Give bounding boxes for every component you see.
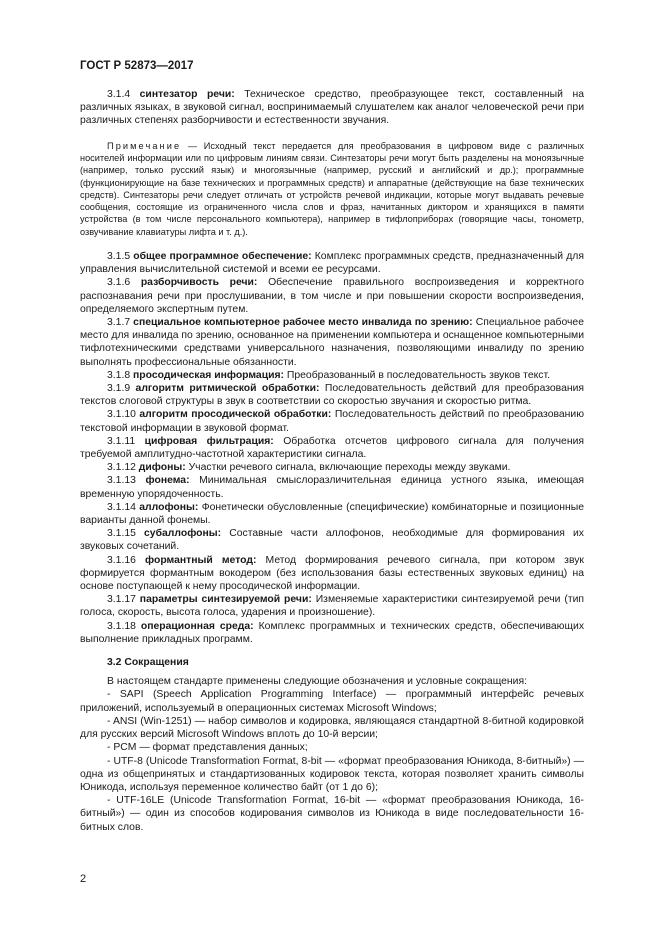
definition-text: Метод формирования речевого сигнала, при котором звук формируется формантным вокодером (без использования базы естественных звуковых единиц) на основе поступающей к нему просодической информации. xyxy=(80,554,584,593)
definition-3-1-13 xyxy=(80,474,584,500)
note-paragraph xyxy=(80,140,584,238)
page-number: 2 xyxy=(80,873,87,885)
definition-term: специальное компьютерное рабочее место инвалида по зрению: xyxy=(133,317,473,328)
definition-text: Фонетически обусловленные (специфические) комбинаторные и позиционные варианты данной фонемы. xyxy=(80,501,584,527)
definition-3-1-15 xyxy=(80,527,584,553)
definition-term: дифоны: xyxy=(138,462,186,474)
definition-text: Составные части аллофонов, необходимые для формирования их звуковых сочетаний. xyxy=(80,528,584,553)
definition-term: синтезатор речи: xyxy=(139,89,235,100)
document-header: ГОСТ Р 52873—2017 xyxy=(80,60,194,72)
definition-number: 3.1.18 xyxy=(107,620,136,632)
definition-number: 3.1.15 xyxy=(107,528,136,540)
definition-term: параметры синтезируемой речи: xyxy=(139,594,312,606)
definition-text: Последовательность действий по преобразованию текстовой информации в звуковой формат. xyxy=(80,409,584,434)
definition-3-1-8 xyxy=(80,369,584,382)
abbreviation-item: - SAPI (Speech Application Programming Interface) — программный интерфейс речевых приложений, используемый в операционных системах Microsoft Windows; xyxy=(80,689,584,714)
definition-text: Участки речевого сигнала, включающие переходы между звуками. xyxy=(188,462,511,474)
definition-term: операционная среда: xyxy=(140,620,254,632)
definition-number: 3.1.16 xyxy=(107,554,136,566)
definition-text: Техническое средство, преобразующее текст, составленный на различных языках, в звуковой сигнал, воспринимаемый слушателем как аналог человеческой речи при различных степенях разборчивости и естественности звучания. xyxy=(80,89,584,127)
definition-term: разборчивость речи: xyxy=(140,277,258,289)
definition-number: 3.1.10 xyxy=(107,409,136,421)
note-text: — Исходный текст передается для преобразования в цифровом виде с различных носителей информации или по цифровым линиям связи. Синтезаторы речи могут быть разделены на моноязычные (например, только русский язык) и многоязычные (например, русский и английский и др.); программные (функционирующие на базе технических и программных средств) и аппаратные (действующие на базе технических средств). Синтезаторы речи следует отличать от устройств речевой индикации, которые могут выдавать речевые сообщения, состоящие из ограниченного числа слов и фраз, начитанных диктором и хранящихся в памяти устройства (в том числе персонального компьютера), например в тифлоприборах (говорящие часы, тонометр, озвучивание клавиатуры лифта и т. д.). xyxy=(80,140,584,237)
definition-3-1-5 xyxy=(80,250,584,276)
definition-text: Обработка отсчетов цифрового сигнала для получения требуемой амплитудно-частотной характеристики сигнала. xyxy=(80,435,584,461)
definition-text: Минимальная смыслоразличительная единица устного языка, имеющая временную упорядоченность. xyxy=(80,475,584,500)
definition-term: аллофоны: xyxy=(139,501,199,513)
definition-number: 3.1.7 xyxy=(107,317,131,328)
definition-text: Последовательность действий для преобразования текстов слоговой структуры в звук в соответствии со скоростью звучания и скоростью ритма. xyxy=(80,383,585,408)
definition-text: Комплекс программных и технических средств, обеспечивающих выполнение прикладных программ. xyxy=(80,620,585,645)
document-body xyxy=(80,88,584,834)
definition-number: 3.1.6 xyxy=(107,277,131,289)
intro-paragraph: В настоящем стандарте применены следующие обозначения и условные сокращения: xyxy=(107,676,527,688)
definition-number: 3.1.9 xyxy=(107,383,131,395)
definition-number: 3.1.14 xyxy=(107,501,136,513)
definition-3-1-18 xyxy=(80,620,584,646)
definition-3-1-9 xyxy=(80,382,584,408)
definition-3-1-11 xyxy=(80,435,584,461)
definition-text: Преобразованный в последовательность звуков текст. xyxy=(286,369,550,381)
definition-3-1-7 xyxy=(80,316,584,369)
definition-3-1-12 xyxy=(80,461,584,474)
definition-number: 3.1.13 xyxy=(107,475,136,487)
definition-3-1-17 xyxy=(80,593,584,619)
definition-3-1-10 xyxy=(80,408,584,434)
definition-text: Комплекс программных средств, предназначенный для управления вычислительной системой и всеми ее ресурсами. xyxy=(80,250,584,276)
definition-text: Специальное рабочее место для инвалида по зрению, основанное на применении компьютера и оснащенное компьютерными тифлотехническими средствами универсального назначения, позволяющими инвалиду по зрению выполнять профессиональные обязанности. xyxy=(80,317,584,368)
definition-term: формантный метод: xyxy=(145,554,257,566)
definition-term: общее программное обеспечение: xyxy=(133,250,312,262)
abbreviation-item: - PCM — формат представления данных; xyxy=(107,742,308,754)
definition-text: Изменяемые характеристики синтезируемой речи (тип голоса, скорость, высота голоса, ударения и произношение). xyxy=(80,594,585,619)
definition-number: 3.1.8 xyxy=(107,369,131,381)
definition-text: Обеспечение правильного воспроизведения и корректного распознавания речи при прослушивании, в том числе и при повышении скорости воспроизведения, определяемого экспертным путем. xyxy=(80,277,585,315)
section-heading: 3.2 Сокращения xyxy=(107,657,189,669)
definition-number: 3.1.17 xyxy=(107,594,136,606)
definition-3-1-16 xyxy=(80,554,584,594)
definition-number: 3.1.5 xyxy=(107,250,131,262)
definition-term: алгоритм ритмической обработки: xyxy=(135,383,320,395)
note-label: Примечание xyxy=(107,140,182,151)
definition-3-1-14 xyxy=(80,501,584,527)
definition-3-1-6 xyxy=(80,276,584,316)
definition-term: фонема: xyxy=(145,475,190,487)
definition-term: алгоритм просодической обработки: xyxy=(139,409,332,421)
definition-term: просодическая информация: xyxy=(133,369,285,381)
abbreviation-item: - UTF-16LE (Unicode Transformation Format, 16-bit — «формат преобразования Юникода, 16-битный») — один из способов кодирования символов из Юникода в виде последовательности 16-битных слов. xyxy=(80,795,584,833)
definition-term: цифровая фильтрация: xyxy=(144,435,274,447)
definition-number: 3.1.12 xyxy=(107,462,136,474)
definition-number: 3.1.11 xyxy=(107,435,136,447)
definition-term: субаллофоны: xyxy=(144,528,222,540)
abbreviation-item: - ANSI (Win-1251) — набор символов и кодировка, являющаяся стандартной 8-битной кодировкой для русских версий Microsoft Windows вплоть до 10-й версии; xyxy=(80,715,584,741)
definition-number: 3.1.4 xyxy=(107,89,131,100)
abbreviation-item: - UTF-8 (Unicode Transformation Format, 8-bit — «формат преобразования Юникода, 8-битный») — одна из общепринятых и стандартизованных кодировок текста, которая позволяет хранить символы Юникода, используя переменное количество байт (от 1 до 6); xyxy=(80,755,584,793)
definition-3-1-4 xyxy=(80,88,584,128)
